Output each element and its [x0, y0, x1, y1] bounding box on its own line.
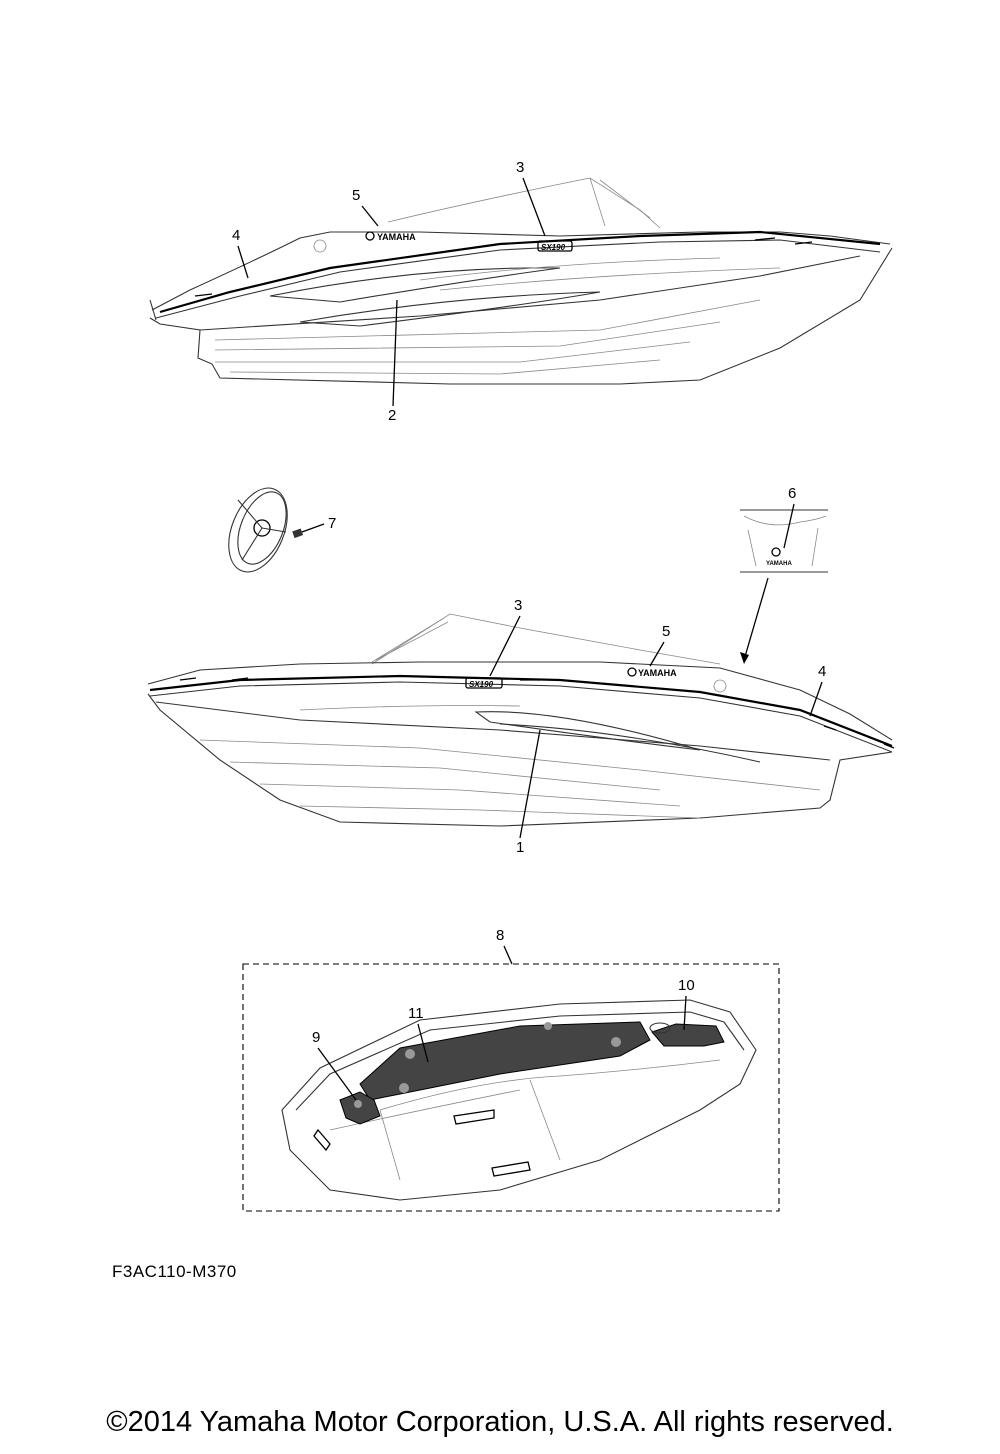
callout-4-bottom: 4 — [818, 663, 827, 680]
steering-wheel — [217, 479, 303, 580]
callout-4-top: 4 — [232, 227, 241, 244]
svg-text:SX190: SX190 — [541, 243, 566, 252]
callout-10: 10 — [678, 977, 695, 994]
reference-code: F3AC110-M370 — [112, 1262, 237, 1281]
callout-1: 1 — [516, 839, 525, 856]
callout-11: 11 — [408, 1005, 424, 1022]
svg-text:SX190: SX190 — [469, 680, 494, 689]
callout-7: 7 — [328, 515, 337, 532]
callout-3-bottom: 3 — [514, 597, 523, 614]
callout-5-bottom: 5 — [662, 623, 671, 640]
callout-8: 8 — [496, 927, 505, 944]
copyright-notice: ©2014 Yamaha Motor Corporation, U.S.A. All rights reserved. — [106, 1406, 894, 1438]
callout-3-top: 3 — [516, 159, 525, 176]
deck-mat-drawing — [282, 1000, 756, 1200]
boat-side-view-bottom — [148, 614, 894, 826]
boat-side-view-top — [150, 178, 892, 384]
svg-text:YAMAHA: YAMAHA — [638, 668, 677, 678]
inset-view — [740, 510, 828, 572]
mat-kit-box — [243, 964, 779, 1211]
callout-5-top: 5 — [352, 187, 361, 204]
callout-2: 2 — [388, 407, 397, 424]
callout-9: 9 — [312, 1029, 321, 1046]
svg-text:YAMAHA: YAMAHA — [766, 561, 792, 567]
svg-text:YAMAHA: YAMAHA — [377, 232, 416, 242]
callout-6: 6 — [788, 485, 797, 502]
